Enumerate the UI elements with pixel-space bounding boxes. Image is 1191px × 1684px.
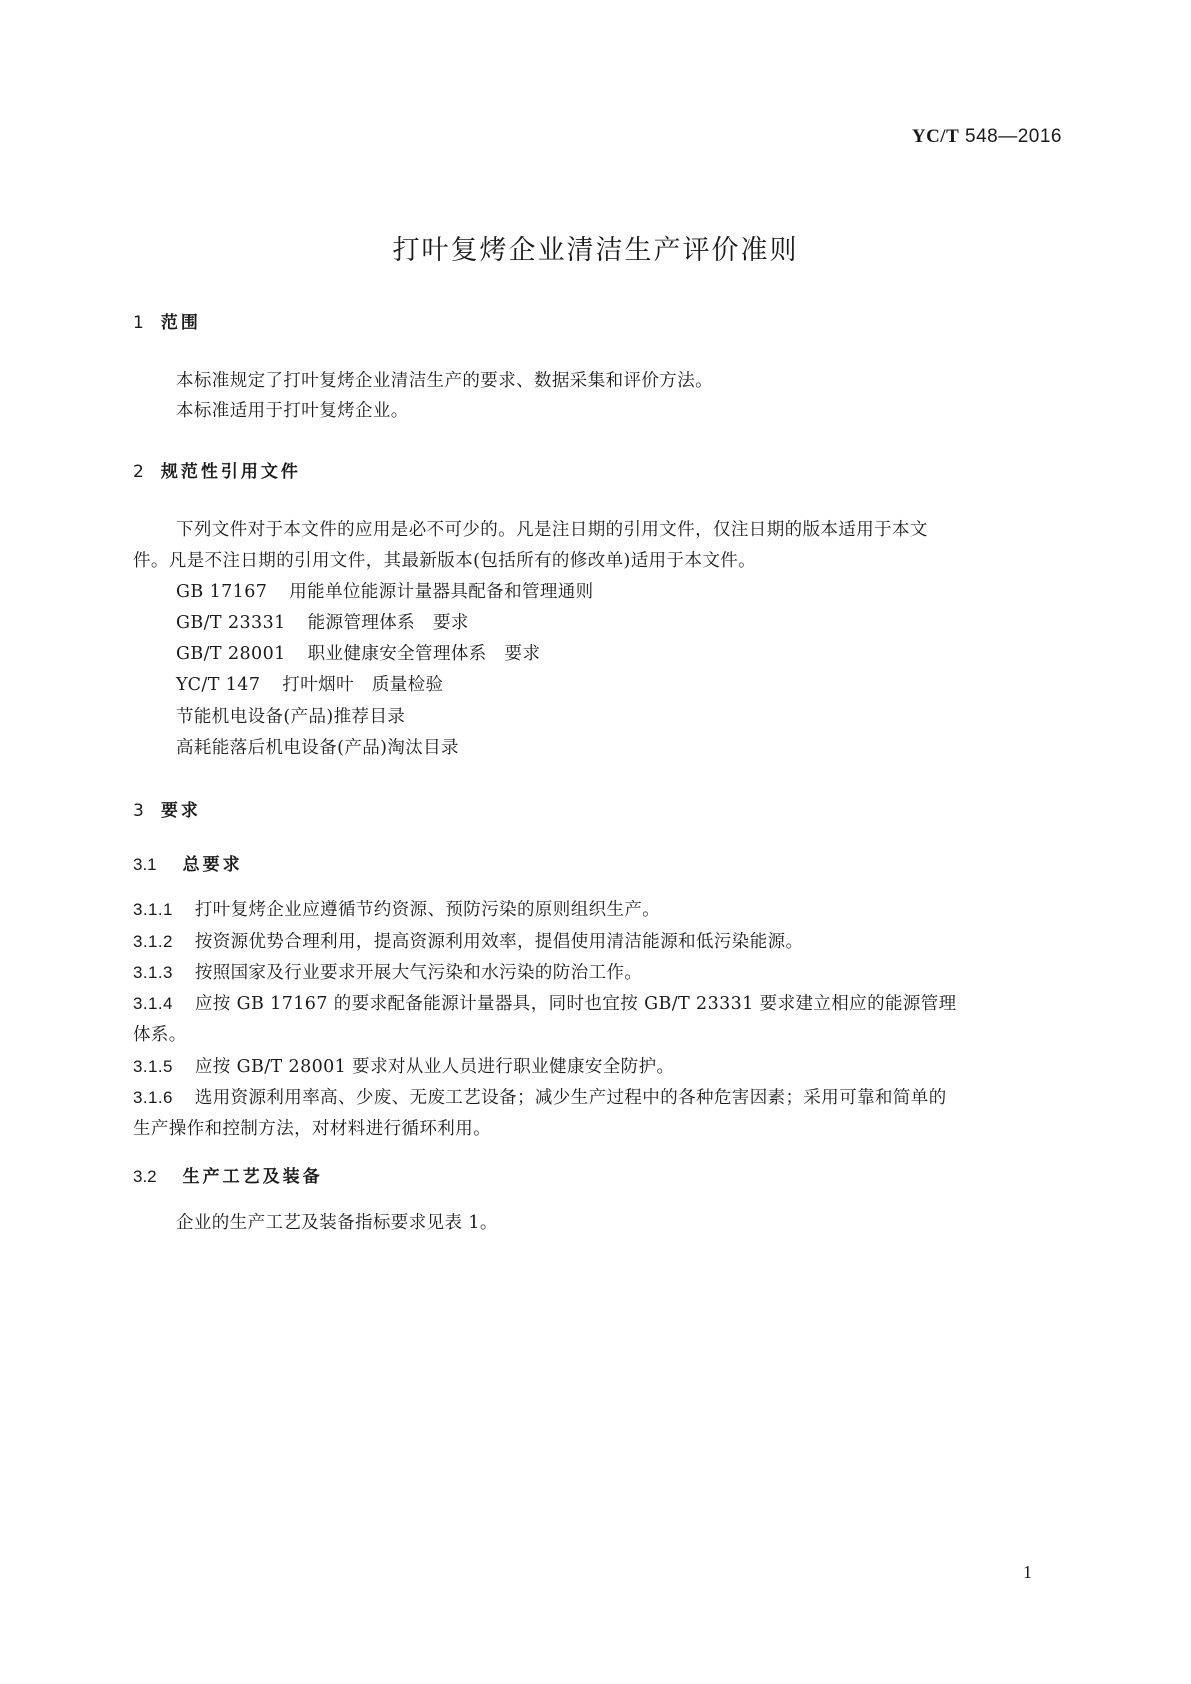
reference-title: 用能单位能源计量器具配备和管理通则 [289, 582, 594, 602]
section-1-paragraph-2: 本标准适用于打叶复烤企业。 [176, 401, 409, 421]
page-number: 1 [1023, 1562, 1032, 1582]
subsection-3-1-heading [133, 850, 243, 875]
standard-number: 548—2016 [965, 126, 1062, 147]
clause-number: 3.1.5 [133, 1057, 173, 1076]
section-2-intro-line-2: 件。凡是不注日期的引用文件，其最新版本(包括所有的修改单)适用于本文件。 [133, 551, 757, 571]
reference-code: YC/T 147 [176, 675, 261, 695]
reference-title: 能源管理体系 要求 [307, 613, 469, 633]
reference-code: GB 17167 [176, 582, 268, 602]
clause-number: 3.1.3 [133, 963, 173, 982]
reference-item [176, 578, 594, 603]
clause-number: 3.1.6 [133, 1088, 173, 1107]
reference-code: GB/T 23331 [176, 613, 286, 633]
clause-number: 3.1.4 [133, 994, 173, 1013]
clause-number: 3.1.1 [133, 900, 173, 919]
reference-title: 职业健康安全管理体系 要求 [307, 644, 541, 664]
clause-3-1-2 [133, 928, 803, 953]
section-title: 范围 [160, 313, 201, 333]
section-title: 规范性引用文件 [160, 462, 301, 482]
section-1-paragraph-1: 本标准规定了打叶复烤企业清洁生产的要求、数据采集和评价方法。 [176, 371, 713, 391]
clause-number: 3.1.2 [133, 932, 173, 951]
clause-3-1-1 [133, 896, 660, 921]
clause-text: 应按 GB/T 28001 要求对从业人员进行职业健康安全防护。 [194, 1057, 675, 1077]
subsection-number: 3.1 [133, 855, 157, 874]
reference-item [176, 671, 443, 696]
reference-item [176, 734, 459, 759]
standard-code [842, 126, 1062, 148]
clause-text: 选用资源利用率高、少废、无废工艺设备；减少生产过程中的各种危害因素；采用可靠和简单的 [194, 1088, 947, 1108]
clause-3-1-6-continuation: 生产操作和控制方法，对材料进行循环利用。 [133, 1119, 491, 1139]
reference-title: 节能机电设备(产品)推荐目录 [176, 707, 406, 727]
section-number: 2 [133, 462, 144, 482]
section-1-heading [133, 308, 201, 333]
document-title: 打叶复烤企业清洁生产评价准则 [392, 235, 799, 266]
clause-text: 应按 GB 17167 的要求配备能源计量器具，同时也宜按 GB/T 23331 要求建立相应的能源管理 [194, 994, 957, 1014]
subsection-3-2-paragraph: 企业的生产工艺及装备指标要求见表 1。 [176, 1213, 498, 1233]
clause-3-1-5 [133, 1053, 674, 1078]
section-2-heading [133, 457, 301, 482]
clause-3-1-3 [133, 959, 642, 984]
standard-prefix: YC/T [911, 126, 960, 147]
subsection-title: 生产工艺及装备 [182, 1167, 323, 1187]
section-title: 要求 [160, 801, 201, 821]
subsection-title: 总要求 [182, 855, 243, 875]
section-number: 1 [133, 313, 144, 333]
section-number: 3 [133, 801, 144, 821]
section-3-heading [133, 796, 201, 821]
subsection-3-2-heading [133, 1162, 323, 1187]
reference-item [176, 703, 405, 728]
subsection-number: 3.2 [133, 1167, 157, 1186]
clause-3-1-4 [133, 990, 957, 1015]
reference-title: 打叶烟叶 质量检验 [282, 675, 444, 695]
reference-code: GB/T 28001 [176, 644, 286, 664]
clause-3-1-6 [133, 1084, 947, 1109]
clause-text: 打叶复烤企业应遵循节约资源、预防污染的原则组织生产。 [194, 900, 661, 920]
reference-title: 高耗能落后机电设备(产品)淘汰目录 [176, 738, 459, 758]
clause-3-1-4-continuation: 体系。 [133, 1025, 187, 1045]
section-2-intro-line-1: 下列文件对于本文件的应用是必不可少的。凡是注日期的引用文件，仅注日期的版本适用于本文 [176, 520, 928, 540]
reference-item [176, 640, 540, 665]
clause-text: 按资源优势合理利用，提高资源利用效率，提倡使用清洁能源和低污染能源。 [194, 932, 804, 952]
clause-text: 按照国家及行业要求开展大气污染和水污染的防治工作。 [194, 963, 643, 983]
reference-item [176, 609, 469, 634]
